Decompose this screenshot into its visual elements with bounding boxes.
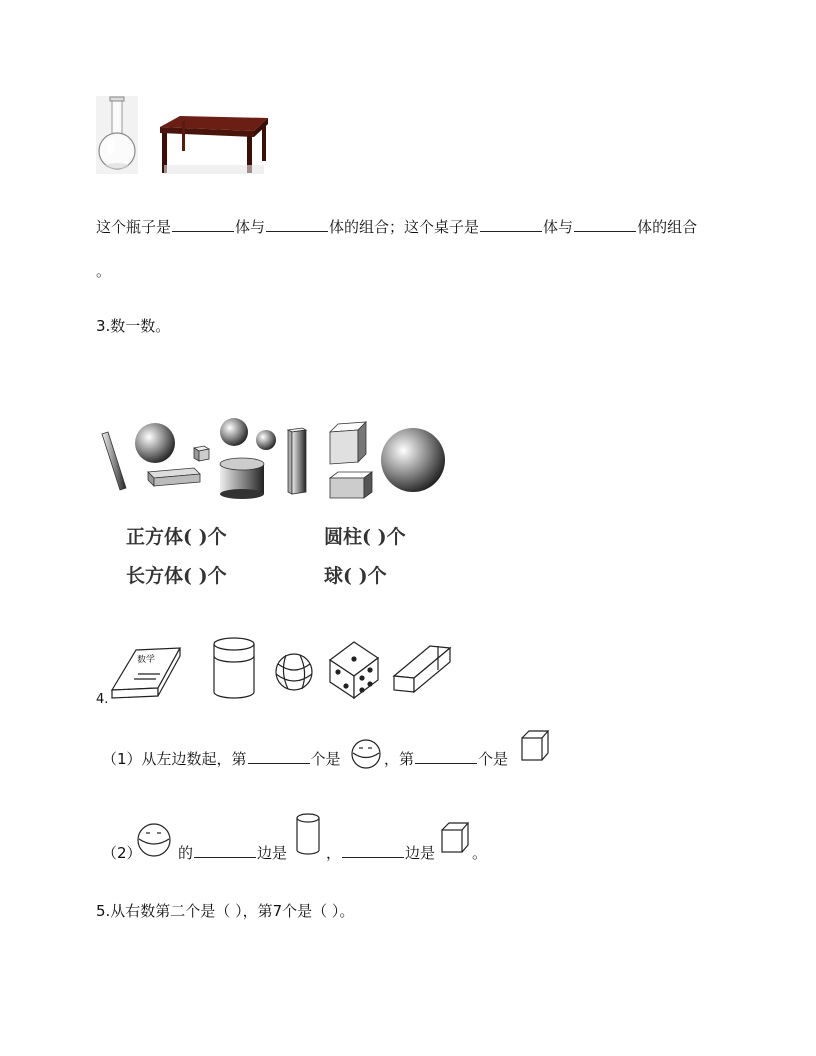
cube-icon [440,822,470,854]
answer-blank[interactable] [266,217,328,232]
cuboid-shape [330,472,372,498]
q4-part2-second [326,842,435,863]
q2-text-a: 这个瓶子是 [96,218,172,236]
cuboid-shape [148,468,200,486]
q4-part2-period: 。 [472,844,488,862]
answer-blank[interactable] [194,843,256,858]
sphere-shape [256,430,276,450]
answer-blank[interactable] [342,843,404,858]
q2-sentence [96,216,697,237]
sphere-shape [220,418,248,446]
q4-part1-prefix: （1）从左边数起，第 [102,750,247,768]
ball-icon [136,822,172,858]
q2-period: 。 [96,262,112,280]
dice-shape [330,642,378,698]
objects-illustration [108,634,458,702]
q4-part2-first [178,842,287,863]
q4-part1-mid1: 个是 [310,750,341,768]
q4-part2-bianshi: 边是 [257,844,288,862]
flask-image [96,96,138,174]
can-shape [214,638,254,698]
sphere-shape [381,428,445,492]
label-sphere-count: 球( )个 [324,565,387,587]
q4-part2-comma: ， [326,844,342,862]
answer-blank[interactable] [480,217,542,232]
answer-blank[interactable] [574,217,636,232]
ball-shape [276,654,312,690]
table-image [154,107,270,174]
q3-title: 3.数一数。 [96,317,171,335]
shapes-illustration [96,410,456,510]
answer-blank[interactable] [248,749,310,764]
label-cylinder-count: 圆柱( )个 [324,526,406,548]
cylinder-icon [294,812,322,856]
q4-part2-bianshi2: 边是 [405,844,436,862]
q4-number: 4. [96,692,109,707]
cuboid-shape [288,428,306,494]
q4-part1-mid2: 个是 [478,750,509,768]
cube-shape [194,446,209,461]
q4-part1 [102,748,341,769]
rod-shape [102,432,126,490]
q4-part2-de: 的 [178,844,194,862]
q2-text-e: 体的组合 [637,218,698,236]
label-cuboid-count: 长方体( )个 [126,565,227,587]
label-cube-count: 正方体( )个 [126,526,227,548]
q2-text-b: 体与 [235,218,266,236]
eraser-shape [394,646,450,692]
cube-shape [330,422,366,464]
cube-icon [520,730,550,762]
ball-icon [350,738,382,770]
cylinder-shape [220,458,264,499]
q4-part1-comma-di: ，第 [384,750,415,768]
answer-blank[interactable] [172,217,234,232]
q4-part1-second [384,748,508,769]
book-label: 数学 [136,654,156,666]
sphere-shape [135,423,175,463]
answer-blank[interactable] [415,749,477,764]
q2-text-c: 体的组合；这个桌子是 [329,218,480,236]
q5-text: 5.从右数第二个是（ ），第7个是（ ）。 [96,902,355,920]
q2-text-d: 体与 [543,218,574,236]
q4-part2-prefix: （2） [102,844,142,862]
